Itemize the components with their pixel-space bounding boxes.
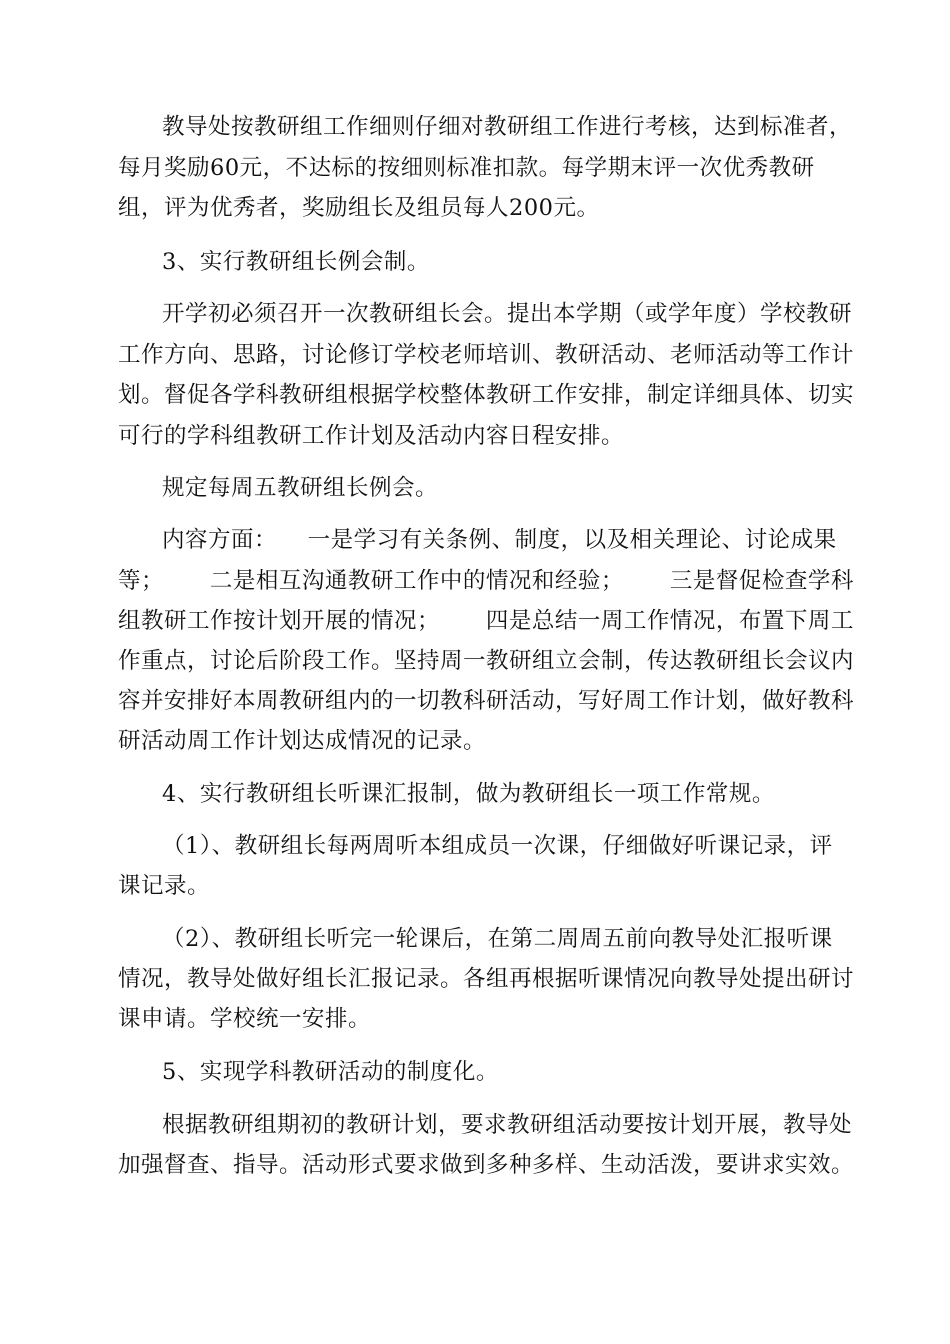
- paragraph-line: 教导处按教研组工作细则仔细对教研组工作进行考核，达到标准者，: [162, 114, 853, 140]
- paragraph-line: 组教研工作按计划开展的情况； 四是总结一周工作情况，布置下周工: [118, 608, 854, 634]
- paragraph-line: 规定每周五教研组长例会。: [162, 475, 439, 501]
- paragraph-line: 情况，教导处做好组长汇报记录。各组再根据听课情况向教导处提出研讨: [118, 966, 855, 992]
- paragraph-line: 加强督查、指导。活动形式要求做到多种多样、生动活泼，要讲求实效。: [118, 1152, 855, 1178]
- paragraph-line: 研活动周工作计划达成情况的记录。: [118, 728, 487, 754]
- paragraph-line: 可行的学科组教研工作计划及活动内容日程安排。: [118, 423, 625, 449]
- paragraph-line: 每月奖励60元，不达标的按细则标准扣款。每学期末评一次优秀教研: [118, 155, 815, 181]
- paragraph-line: 作重点，讨论后阶段工作。坚持周一教研组立会制，传达教研组长会议内: [118, 648, 855, 674]
- section-heading: 3、实行教研组长例会制。: [162, 249, 430, 275]
- paragraph-line: 工作方向、思路，讨论修订学校老师培训、教研活动、老师活动等工作计: [118, 342, 855, 368]
- paragraph-line: 容并安排好本周教研组内的一切教科研活动，写好周工作计划，做好教科: [118, 688, 855, 714]
- paragraph-line: （1）、教研组长每两周听本组成员一次课，仔细做好听课记录，评: [162, 833, 833, 859]
- paragraph-line: （2）、教研组长听完一轮课后，在第二周周五前向教导处汇报听课: [162, 926, 833, 952]
- paragraph-line: 根据教研组期初的教研计划，要求教研组活动要按计划开展，教导处: [162, 1112, 853, 1138]
- section-heading: 4、实行教研组长听课汇报制，做为教研组长一项工作常规。: [162, 781, 775, 807]
- paragraph-line: 组，评为优秀者，奖励组长及组员每人200元。: [118, 195, 600, 221]
- paragraph-line: 等； 二是相互沟通教研工作中的情况和经验； 三是督促检查学科: [118, 568, 854, 594]
- paragraph-line: 内容方面： 一是学习有关条例、制度，以及相关理论、讨论成果: [162, 527, 837, 553]
- paragraph-line: 课申请。学校统一安排。: [118, 1006, 372, 1032]
- paragraph-line: 划。督促各学科教研组根据学校整体教研工作安排，制定详细具体、切实: [118, 382, 855, 408]
- paragraph-line: 开学初必须召开一次教研组长会。提出本学期（或学年度）学校教研: [162, 301, 853, 327]
- paragraph-line: 课记录。: [118, 873, 211, 899]
- section-heading: 5、实现学科教研活动的制度化。: [162, 1059, 499, 1085]
